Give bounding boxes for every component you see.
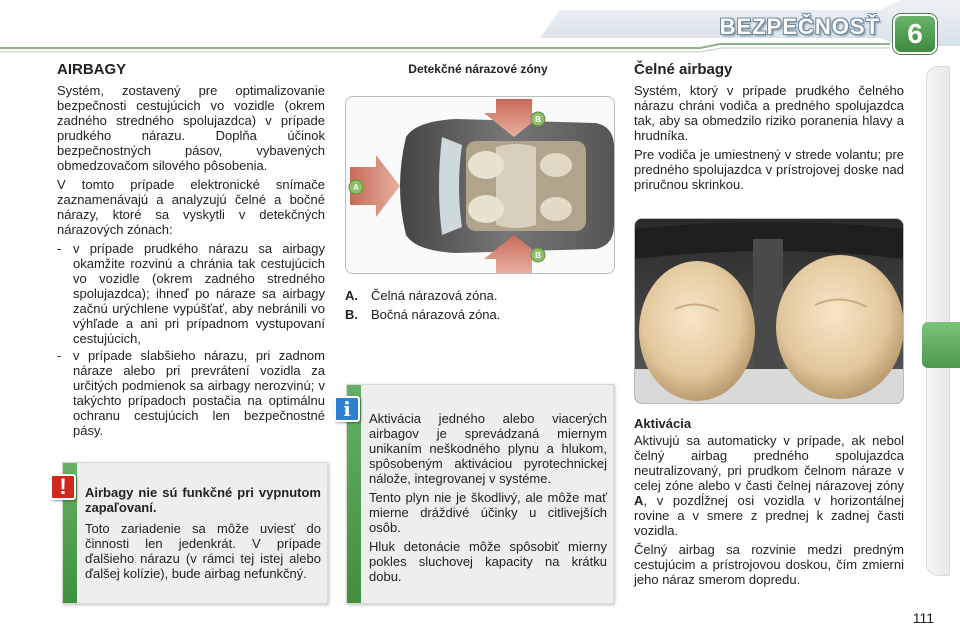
car-top-view-illustration [346,97,615,274]
info-paragraph: Hluk detonácie môže spôsobiť mierny pokles sluchovej kapacity na krátku dobu. [369,539,607,584]
zone-b-marker-bottom: B [535,251,541,260]
legend-item [345,288,611,303]
legend-label: Bočná nárazová zóna. [371,307,501,322]
info-icon: i [334,396,360,422]
front-airbags-location-paragraph: Pre vodiča je umiestnený v strede volantu; pre predného spolujazdca v prístrojovej doske nad priručnou skrinkou. [634,147,904,192]
activation-paragraph [634,433,904,538]
list-dash: - [57,241,62,256]
front-airbags-paragraph: Systém, ktorý v prípade prudkého čelného nárazu chráni vodiča a predného spolujazdca tak, aby sa obmedzilo riziko poranenia hlavy a hrudníka. [634,83,904,143]
airbags-intro-column [57,62,325,440]
info-paragraph: Tento plyn nie je škodlivý, ale môže mať mierne dráždivé účinky u citlivejších osôb. [369,490,607,535]
list-item [57,348,325,438]
activation-zone-ref: A [634,493,644,508]
legend-key: B. [345,307,358,322]
legend-item [345,307,611,322]
activation-section [634,416,904,591]
page-number: 111 [912,610,934,626]
legend-key: A. [345,288,358,303]
airbags-intro-paragraph: Systém, zostavený pre optimalizovanie bezpečnosti cestujúcich vo vozidle (okrem zadného stredného spolujazdca) v prípade prudkého nárazu. Doplňa účinok bezpečnostných pásov, vybavených obmedzovačom silového pôsobenia. [57,83,325,173]
airbags-heading: AIRBAGY [57,61,127,78]
activation-text-start: Aktivujú sa automaticky v prípade, ak nebol čelný airbag predného spolujazdca neutralizovaný, pri prudkom čelnom náraze v celej zóne alebo v časti čelnej nárazovej zóny [634,433,904,493]
warning-text: Toto zariadenie sa môže uviesť do činnosti len jedenkrát. V prípade ďalšieho nárazu (v rámci tej istej alebo ďalšej kolízie), bude airbag nefunkčný. [85,521,321,581]
list-item-text: v prípade prudkého nárazu sa airbagy okamžite rozvinú a chránia tak cestujúcich vo vozidle (okrem zadného stredného spolujazdca); ihneď po náraze sa airbagy začnú urýchlene vypúšťať, aby nebránili vo výhľade a ani pri prípadnom vystupovaní cestujúcich, [73,241,325,346]
zone-b-marker-top: B [535,115,541,124]
active-chapter-tab [922,322,960,368]
deployed-airbags-illustration [635,219,904,404]
activation-heading: Aktivácia [634,416,692,431]
detection-zones-illustration [345,96,615,274]
detection-paragraph: V tomto prípade elektronické snímače zaznamenávajú a analyzujú čelné a bočné nárazy, ktoré sa vyskytli v detekčných nárazových zónach: [57,177,325,237]
front-airbags-illustration [634,218,904,404]
front-airbags-heading: Čelné airbagy [634,61,733,78]
chapter-side-tabs [926,66,950,576]
warning-box-content [85,485,321,585]
page-section-title: BEZPEČNOSŤ [719,14,880,39]
warning-icon: ! [50,474,76,500]
front-airbags-column [634,62,904,196]
warning-box [62,462,328,604]
list-dash: - [57,348,62,363]
warning-title: Airbagy nie sú funkčné pri vypnutom zapaľovaní. [85,485,321,515]
list-item-text: v prípade slabšieho nárazu, pri zadnom náraze alebo pri prevrátení vozidla za určitých podmienok sa airbagy nerozvinú; v takýchto prípadoch postačia na optimálnu ochranu cestujúcich len bezpečnostné pásy. [73,348,325,438]
info-box-content [369,411,607,588]
zone-a-marker: A [353,183,359,192]
detection-zones-heading: Detekčné nárazové zóny [408,62,548,76]
list-item [57,241,325,346]
info-box [346,384,614,604]
zones-legend [345,288,611,326]
info-paragraph: Aktivácia jedného alebo viacerých airbagov je sprevádzaná miernym unikaním neškodného plynu a hlukom, spôsobeným aktiváciou pyrotechnickej nálože, integrovanej v systéme. [369,411,607,486]
deployment-paragraph: Čelný airbag sa rozvinie medzi predným cestujúcim a prístrojovou doskou, čím zmierni jeho náraz smerom dopredu. [634,542,904,587]
legend-label: Čelná nárazová zóna. [371,288,498,303]
chapter-number-badge: 6 [893,14,937,54]
activation-text-end: , v pozdĺžnej osi vozidla v horizontálnej rovine a v smere z prednej k zadnej časti vozidla. [634,493,904,538]
